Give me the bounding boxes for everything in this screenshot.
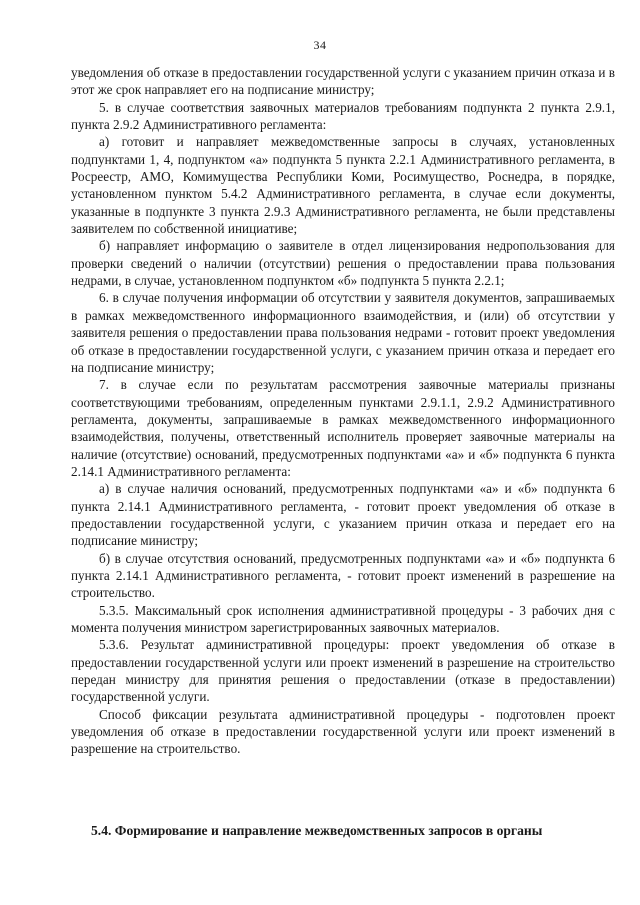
paragraph-fixation-method: Способ фиксации результата административной процедуры - подготовлен проект уведомления об отказе в предоставлении государственной услуги или проект изменений в разрешение на строительство. [71, 706, 615, 757]
paragraph-item-6: 6. в случае получения информации об отсутствии у заявителя документов, запрашиваемых в рамках межведомственного информационного взаимодействия, и (или) об отсутствии у заявителя решения о предоставлении права пользования недрами - готовит проект уведомления об отказе в предоставлении государственной услуги, с указанием причин отказа и передает его на подписание министру; [71, 290, 615, 375]
paragraph-item-5b: б) направляет информацию о заявителе в отдел лицензирования недропользования для проверки сведений о наличии (отсутствии) решения о предоставлении права пользования недрами, в случае, установленном подпунктом «б» подпункта 5 пункта 2.2.1; [71, 238, 615, 289]
paragraph-item-7: 7. в случае если по результатам рассмотрения заявочные материалы признаны соответствующими требованиям, определенным пунктами 2.9.1.1, 2.9.2 Административного регламента, документы, запрашиваемые в рамках межведомственного информационного взаимодействия, получены, ответственный исполнитель проверяет заявочные материалы на наличие (отсутствие) оснований, предусмотренных подпунктами «а» и «б» подпункта 6 пункта 2.14.1 Административного регламента: [71, 377, 615, 479]
paragraph-item-5: 5. в случае соответствия заявочных материалов требованиям подпункта 2 пункта 2.9.1, пункта 2.9.2 Административного регламента: [71, 99, 615, 133]
paragraph-continuation: уведомления об отказе в предоставлении государственной услуги с указанием причин отказа и в этот же срок направляет его на подписание министру; [71, 65, 615, 98]
paragraph-item-7a: а) в случае наличия оснований, предусмотренных подпунктами «а» и «б» подпункта 6 пункта 2.14.1 Административного регламента, - готовит проект уведомления об отказе в предоставлении государственной услуги, с указанием причин отказа и передает его на подписание министру; [71, 481, 615, 549]
page-number: 34 [313, 38, 327, 52]
paragraph-item-7b: б) в случае отсутствия оснований, предусмотренных подпунктами «а» и «б» подпункта 6 пункта 2.14.1 Административного регламента, - готовит проект изменений в разрешение на строительство. [71, 550, 615, 601]
body-text [71, 64, 615, 758]
paragraph-5-3-6: 5.3.6. Результат административной процедуры: проект уведомления об отказе в предоставлении государственной услуги или проект изменений в разрешение на строительство передан министру для принятия решения о предоставлении (отказе в предоставлении) государственной услуги. [71, 637, 615, 705]
paragraph-5-3-5: 5.3.5. Максимальный срок исполнения административной процедуры - 3 рабочих дня с момента получения министром зарегистрированных заявочных материалов. [71, 602, 615, 635]
section-heading: 5.4. Формирование и направление межведомственных запросов в органы [91, 823, 543, 838]
paragraph-item-5a: а) готовит и направляет межведомственные запросы в случаях, установленных подпунктами 1, 4, подпунктом «а» подпункта 5 пункта 2.2.1 Административного регламента, в Росреестр, АМО, Комимущества Республики Коми, Росимущество, Роснедра, в порядке, установленном пунктом 5.4.2 Административного регламента, в случае если документы, указанные в подпункте 3 пункта 2.9.3 Административного регламента, не были представлены заявителем по собственной инициативе; [71, 134, 615, 237]
